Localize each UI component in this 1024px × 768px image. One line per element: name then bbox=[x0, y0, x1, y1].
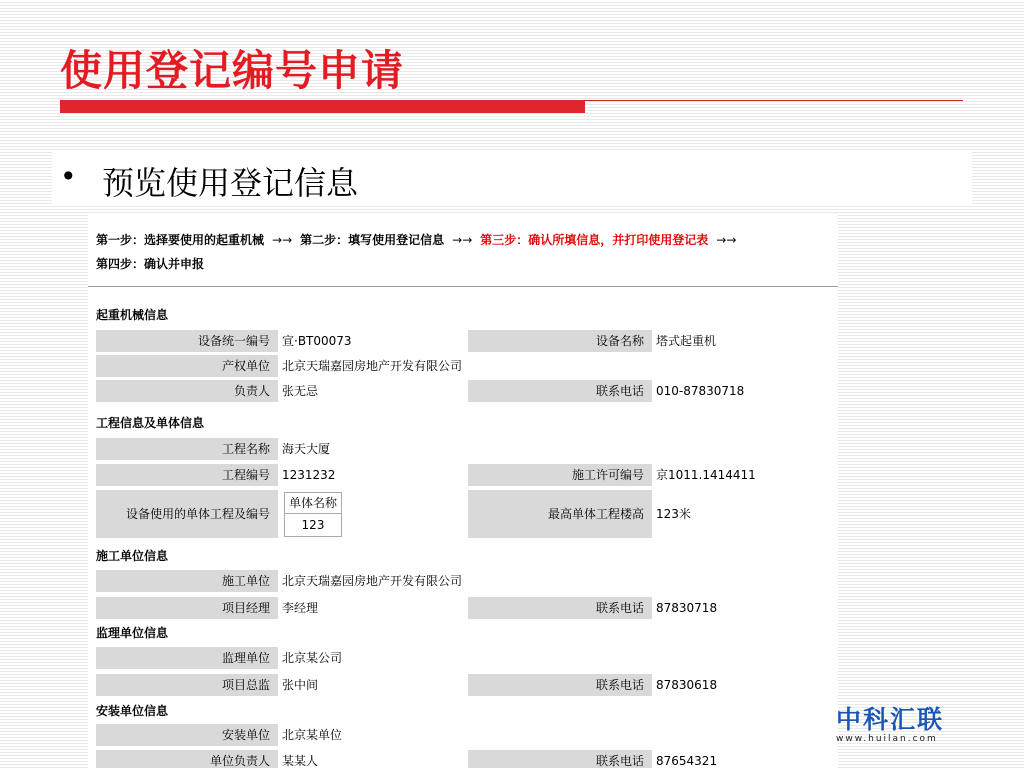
project-code-value: 1231232 bbox=[282, 468, 336, 482]
table-row bbox=[96, 380, 838, 402]
field-label: 工程编号 bbox=[96, 464, 278, 486]
field-label: 最高单体工程楼高 bbox=[468, 490, 652, 538]
logo-text: 中科汇联 bbox=[836, 705, 945, 734]
unit-sub-table-cell: 123 bbox=[285, 514, 341, 536]
section-title-construction: 施工单位信息 bbox=[96, 549, 169, 563]
phone-value: 87830618 bbox=[656, 678, 718, 692]
step-divider bbox=[88, 286, 838, 287]
chief-value: 张中间 bbox=[282, 678, 319, 692]
table-row bbox=[96, 355, 838, 377]
phone-value: 010-87830718 bbox=[656, 384, 745, 398]
installation-unit-value: 北京某单位 bbox=[282, 728, 343, 742]
equip-name-value: 塔式起重机 bbox=[656, 334, 717, 348]
table-row bbox=[96, 674, 838, 696]
manager-value: 张无忌 bbox=[282, 384, 319, 398]
field-label: 联系电话 bbox=[468, 674, 652, 696]
section-title-crane: 起重机械信息 bbox=[96, 308, 169, 322]
equip-code-value: 宣·BT00073 bbox=[282, 334, 352, 348]
step-progress bbox=[96, 228, 836, 276]
unit-head-value: 某某人 bbox=[282, 754, 319, 768]
bullet-item bbox=[52, 152, 972, 206]
owner-value: 北京天瑞嘉园房地产开发有限公司 bbox=[282, 359, 463, 373]
field-label: 联系电话 bbox=[468, 750, 652, 768]
step-arrow: →→ bbox=[452, 233, 473, 247]
field-label: 项目总监 bbox=[96, 674, 278, 696]
table-row bbox=[96, 570, 838, 592]
field-label: 施工单位 bbox=[96, 570, 278, 592]
step-1: 第一步：选择要使用的起重机械 bbox=[96, 233, 265, 247]
phone-value: 87830718 bbox=[656, 601, 718, 615]
unit-sub-table bbox=[284, 492, 342, 537]
field-label: 施工许可编号 bbox=[468, 464, 652, 486]
company-logo bbox=[836, 700, 960, 742]
slide-title: 使用登记编号申请 bbox=[60, 46, 405, 95]
table-row bbox=[96, 647, 838, 669]
field-label: 安装单位 bbox=[96, 724, 278, 746]
step-3-current: 第三步：确认所填信息，并打印使用登记表 bbox=[480, 233, 709, 247]
section-title-installation: 安装单位信息 bbox=[96, 704, 169, 718]
permit-value: 京1011.1414411 bbox=[656, 468, 756, 482]
bullet-text: 预览使用登记信息 bbox=[102, 164, 359, 202]
registration-preview-form bbox=[88, 214, 838, 768]
supervision-unit-value: 北京某公司 bbox=[282, 651, 343, 665]
step-arrow: →→ bbox=[272, 233, 293, 247]
field-label: 设备使用的单体工程及编号 bbox=[96, 490, 278, 538]
title-underline-rule bbox=[585, 100, 963, 101]
field-label: 工程名称 bbox=[96, 438, 278, 460]
bullet-dot: • bbox=[60, 160, 77, 193]
unit-sub-table-header: 单体名称 bbox=[285, 493, 341, 514]
table-row bbox=[96, 464, 838, 486]
field-label: 监理单位 bbox=[96, 647, 278, 669]
height-value: 123米 bbox=[656, 507, 691, 521]
field-label: 单位负责人 bbox=[96, 750, 278, 768]
table-row bbox=[96, 330, 838, 352]
field-label: 项目经理 bbox=[96, 597, 278, 619]
field-label: 联系电话 bbox=[468, 380, 652, 402]
table-row bbox=[96, 750, 838, 768]
field-label: 设备统一编号 bbox=[96, 330, 278, 352]
step-arrow: →→ bbox=[716, 233, 737, 247]
section-title-project: 工程信息及单体信息 bbox=[96, 416, 205, 430]
title-underline-bar bbox=[60, 100, 585, 113]
construction-unit-value: 北京天瑞嘉园房地产开发有限公司 bbox=[282, 574, 463, 588]
field-label: 联系电话 bbox=[468, 597, 652, 619]
phone-value: 87654321 bbox=[656, 754, 718, 768]
logo-url: www.huilan.com bbox=[836, 734, 938, 744]
table-row bbox=[96, 724, 838, 746]
project-manager-value: 李经理 bbox=[282, 601, 319, 615]
field-label: 负责人 bbox=[96, 380, 278, 402]
field-label: 产权单位 bbox=[96, 355, 278, 377]
step-4: 第四步：确认并申报 bbox=[96, 257, 205, 271]
table-row bbox=[96, 438, 838, 460]
step-2: 第二步：填写使用登记信息 bbox=[300, 233, 445, 247]
project-name-value: 海天大厦 bbox=[282, 442, 331, 456]
section-title-supervision: 监理单位信息 bbox=[96, 626, 169, 640]
table-row bbox=[96, 597, 838, 619]
field-label: 设备名称 bbox=[468, 330, 652, 352]
table-row bbox=[96, 490, 838, 538]
